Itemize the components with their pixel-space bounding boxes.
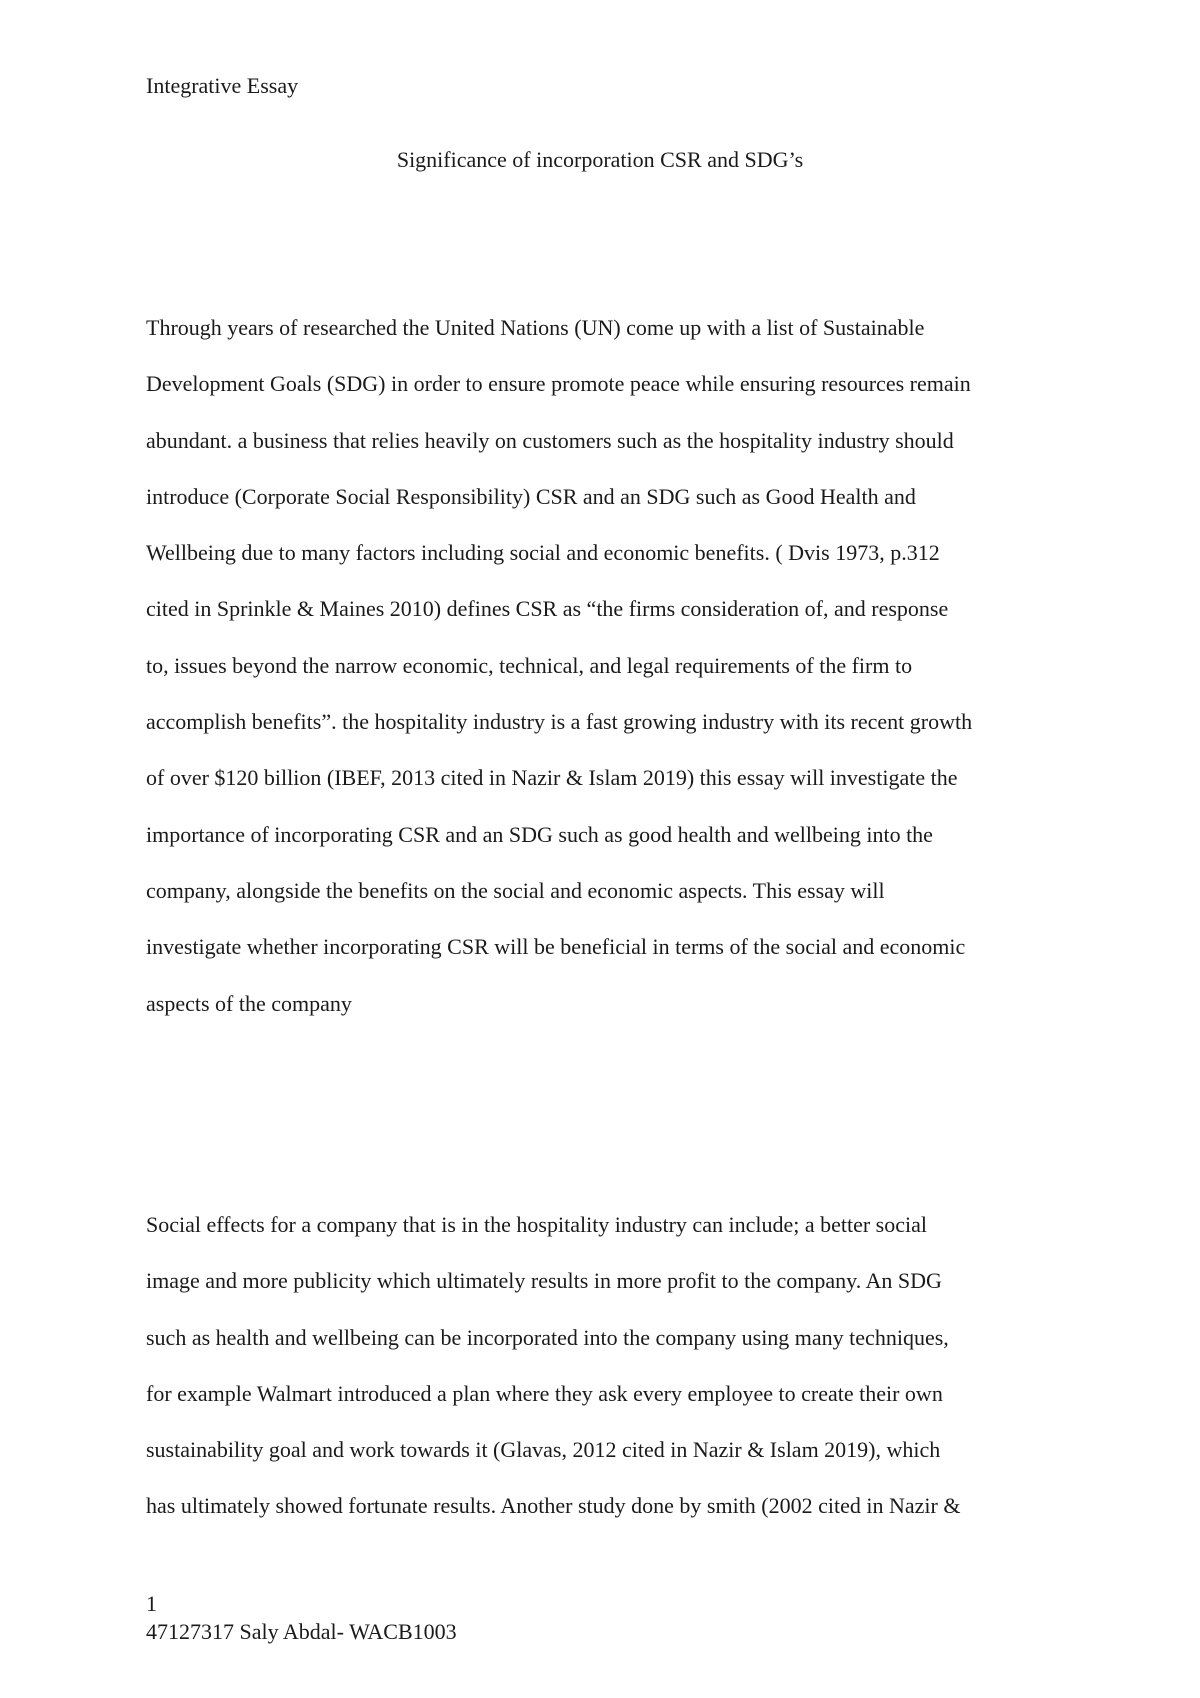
paragraph-introduction bbox=[146, 300, 1066, 1032]
paragraph-line: Wellbeing due to many factors including social and economic benefits. ( Dvis 1973, p.312 bbox=[146, 540, 940, 566]
paragraph-line: investigate whether incorporating CSR will be beneficial in terms of the social and economic bbox=[146, 934, 966, 960]
paragraph-line: such as health and wellbeing can be incorporated into the company using many techniques, bbox=[146, 1324, 949, 1350]
paragraph-line: aspects of the company bbox=[146, 990, 352, 1016]
page-footer bbox=[146, 1590, 457, 1646]
paragraph-line: to, issues beyond the narrow economic, technical, and legal requirements of the firm to bbox=[146, 652, 913, 678]
running-header: Integrative Essay bbox=[146, 73, 299, 98]
paragraph-line: Through years of researched the United Nations (UN) come up with a list of Sustainable bbox=[146, 315, 925, 340]
paragraph-line: for example Walmart introduced a plan where they ask every employee to create their own bbox=[146, 1380, 943, 1406]
paragraph-line: importance of incorporating CSR and an SDG such as good health and wellbeing into the bbox=[146, 821, 933, 847]
paragraph-line: cited in Sprinkle & Maines 2010) defines CSR as “the firms consideration of, and response bbox=[146, 596, 949, 622]
paragraph-line: sustainability goal and work towards it (Glavas, 2012 cited in Nazir & Islam 2019), which bbox=[146, 1437, 941, 1463]
paragraph-line: abundant. a business that relies heavily on customers such as the hospitality industry should bbox=[146, 427, 954, 453]
paragraph-line: has ultimately showed fortunate results. Another study done by smith (2002 cited in Nazir & bbox=[146, 1493, 961, 1519]
paragraph-line: image and more publicity which ultimately results in more profit to the company. An SDG bbox=[146, 1268, 942, 1294]
page-number: 1 bbox=[146, 1591, 157, 1616]
essay-title: Significance of incorporation CSR and SDG’s bbox=[396, 147, 804, 172]
paragraph-line: accomplish benefits”. the hospitality industry is a fast growing industry with its recent growth bbox=[146, 709, 973, 735]
paragraph-line: Development Goals (SDG) in order to ensure promote peace while ensuring resources remain bbox=[146, 371, 971, 397]
author-line: 47127317 Saly Abdal- WACB1003 bbox=[146, 1619, 457, 1644]
paragraph-line: company, alongside the benefits on the social and economic aspects. This essay will bbox=[146, 877, 885, 903]
paragraph-line: of over $120 billion (IBEF, 2013 cited in Nazir & Islam 2019) this essay will investigate the bbox=[146, 765, 958, 791]
paragraph-social-effects bbox=[146, 1197, 1066, 1535]
paragraph-line: Social effects for a company that is in the hospitality industry can include; a better social bbox=[146, 1212, 927, 1237]
paragraph-line: introduce (Corporate Social Responsibility) CSR and an SDG such as Good Health and bbox=[146, 483, 916, 509]
